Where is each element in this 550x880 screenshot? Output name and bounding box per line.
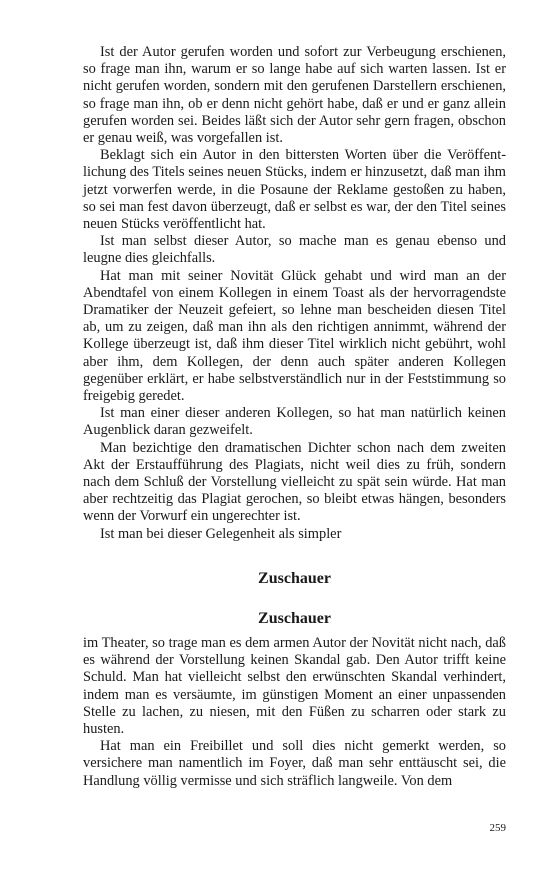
paragraph: Man bezichtige den dramatischen Dichter schon nach dem zweiten Akt der Erstaufführung des Plagiats, nicht weil dies zu früh, sondern nach dem Schluß der Vorstellung vielleicht zu spät sein würde. Hat man aber rechtzeitig das Plagiat gerochen, so bleibt etwas hängen, besonders wenn der Vorwurf ein ungerechter ist. bbox=[83, 439, 506, 525]
section-heading: Zuschauer bbox=[258, 609, 331, 627]
paragraph: Beklagt sich ein Autor in den bittersten Worten über die Veröffentlichung des Titels seines neuen Stücks, indem er hinzusetzt, daß man ihm jetzt vorwerfen werde, in die Posaune der Reklame gestoßen zu haben, so sei man fest davon überzeugt, daß er selbst es war, der den Titel seines neuen Stücks veröffentlicht hat. bbox=[83, 147, 506, 233]
paragraph: Hat man ein Freibillet und soll dies nicht gemerkt werden, so versichere man namentlich im Foyer, daß man sehr enttäuscht sei, die Handlung völlig vermisse und sich sträflich langweile. Von dem bbox=[83, 738, 506, 789]
page-body bbox=[83, 44, 506, 790]
section-heading: Zuschauer bbox=[258, 569, 331, 587]
paragraph: Ist man selbst dieser Autor, so mache man es genau ebenso und leugne dies gleichfalls. bbox=[83, 233, 506, 267]
paragraph: Ist man einer dieser anderen Kollegen, so hat man natürlich keinen Augenblick daran gezweifelt. bbox=[83, 405, 506, 439]
paragraph: im Theater, so trage man es dem armen Autor der Novität nicht nach, daß es während der Vorstellung keinen Skandal gab. Den Autor trifft keine Schuld. Man hat vielleicht selbst den erwünschten Skandal verhindert, indem man es versäumte, im günstigen Moment an einer unpassenden Stelle zu lachen, zu niesen, mit den Füßen zu scharren oder stark zu husten. bbox=[83, 634, 506, 737]
paragraph: Ist der Autor gerufen worden und sofort zur Verbeugung erschienen, so frage man ihn, warum er so lange habe auf sich warten lassen. Ist er nicht gerufen worden, sondern mit den gerufenen Darstellern erschienen, so frage man ihn, ob er denn nicht gehört habe, daß er und er ganz allein gerufen worden sei. Beides läßt sich der Autor sehr gern fragen, obschon er genau weiß, was vorgefallen ist. bbox=[83, 44, 506, 147]
paragraph: Ist man bei dieser Gelegenheit als simpler bbox=[100, 525, 342, 542]
paragraph: Hat man mit seiner Novität Glück gehabt und wird man an der Abendtafel von einem Kollegen in einem Toast als der hervorragendste Dramatiker der Neuzeit gefeiert, so lehne man bescheiden diesen Titel ab, um zu zeigen, daß man ihn als den richtigen annimmt, während der Kollege überzeugt ist, daß ihm dieser Titel wirklich nicht gebührt, wohl aber ihm, dem Kollegen, der denn auch später anderen Kollegen gegenüber erklärt, er habe selbstverständlich nur in der Feststimmung so freigebig geredet. bbox=[83, 267, 506, 405]
page-number: 259 bbox=[489, 822, 506, 834]
